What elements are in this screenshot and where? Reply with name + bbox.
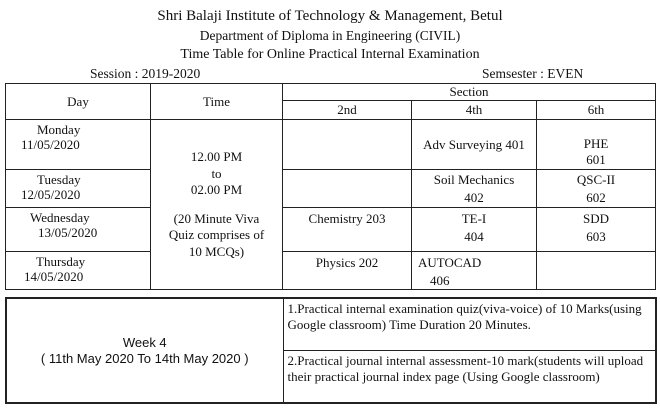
day-name: Monday: [37, 122, 81, 137]
table-row: [6, 120, 656, 170]
sec2-cell: Physics 202: [283, 252, 412, 290]
sec4-code: 402: [464, 190, 484, 205]
header-day: Day: [6, 84, 151, 120]
time-note-line2: Quiz comprises of: [168, 227, 265, 242]
header-section-4th: 4th: [412, 101, 537, 120]
sec6-cell: [537, 170, 656, 208]
header-time: Time: [151, 84, 283, 120]
day-cell: [6, 170, 151, 208]
sec4-subject: Soil Mechanics: [433, 172, 515, 187]
day-name: Wednesday: [30, 210, 90, 225]
institute-name: Shri Balaji Institute of Technology & Management, Betul: [157, 8, 503, 24]
sec6-code: 603: [586, 229, 606, 244]
sec6-subject: PHE: [583, 136, 609, 151]
week-note-1: 1.Practical internal examination quiz(viva-voice) of 10 Marks(using Google classroom) Time Duration 20 Minutes.: [283, 298, 656, 350]
semester-label: Semsester : EVEN: [482, 66, 584, 81]
timetable: [5, 83, 656, 290]
time-note-line3: 10 MCQs): [188, 243, 245, 259]
sec6-subject: SDD: [583, 211, 610, 226]
header-section: Section: [283, 84, 656, 101]
table-row: [6, 208, 656, 252]
week-note-2: 2.Practical journal internal assessment-10 mark(students will upload their practical journal index page (Using Google classroom): [283, 350, 656, 403]
sec4-cell: [412, 170, 537, 208]
day-date: 12/05/2020: [21, 187, 81, 202]
day-cell: [6, 252, 151, 290]
time-cell: [151, 120, 283, 290]
sec6-code: 602: [586, 190, 606, 205]
week-table: [5, 297, 657, 404]
day-date: 14/05/2020: [24, 269, 84, 284]
session-label: Session : 2019-2020: [90, 66, 201, 81]
week-cell: [6, 298, 283, 403]
sec4-cell: [412, 252, 537, 290]
header-section-2nd: 2nd: [283, 101, 412, 120]
day-cell: [6, 208, 151, 252]
sec6-cell: [537, 252, 656, 290]
time-note-line1: (20 Minute Viva: [173, 210, 260, 226]
table-row: [6, 252, 656, 290]
sec6-subject: QSC-II: [576, 172, 616, 187]
sec4-cell: Adv Surveying 401: [412, 120, 537, 170]
sec4-subject: AUTOCAD: [418, 255, 482, 270]
sec4-code: 406: [430, 273, 450, 288]
header-section-6th: 6th: [537, 101, 656, 120]
sec2-cell: [283, 170, 412, 208]
day-date: 11/05/2020: [21, 137, 80, 152]
department-name: Department of Diploma in Engineering (CIVIL): [199, 28, 461, 43]
day-name: Tuesday: [37, 172, 81, 187]
sec4-subject: TE-I: [461, 211, 487, 226]
day-date: 13/05/2020: [38, 225, 98, 240]
sec6-code: 601: [586, 152, 606, 167]
sec6-cell: [537, 120, 656, 170]
document-title: Time Table for Online Practical Internal Examination: [180, 47, 480, 62]
time-end: 02.00 PM: [190, 182, 243, 197]
week-range: ( 11th May 2020 To 14th May 2020 ): [40, 350, 249, 366]
day-cell: [6, 120, 151, 170]
sec2-cell: Chemistry 203: [283, 208, 412, 252]
week-label: Week 4: [122, 334, 167, 350]
sec4-code: 404: [464, 229, 484, 244]
sec6-cell: [537, 208, 656, 252]
day-name: Thursday: [36, 254, 86, 269]
sec4-cell: [412, 208, 537, 252]
sec2-cell: [283, 120, 412, 170]
table-row: [6, 170, 656, 208]
time-start: 12.00 PM: [190, 149, 243, 164]
time-to: to: [211, 165, 222, 181]
